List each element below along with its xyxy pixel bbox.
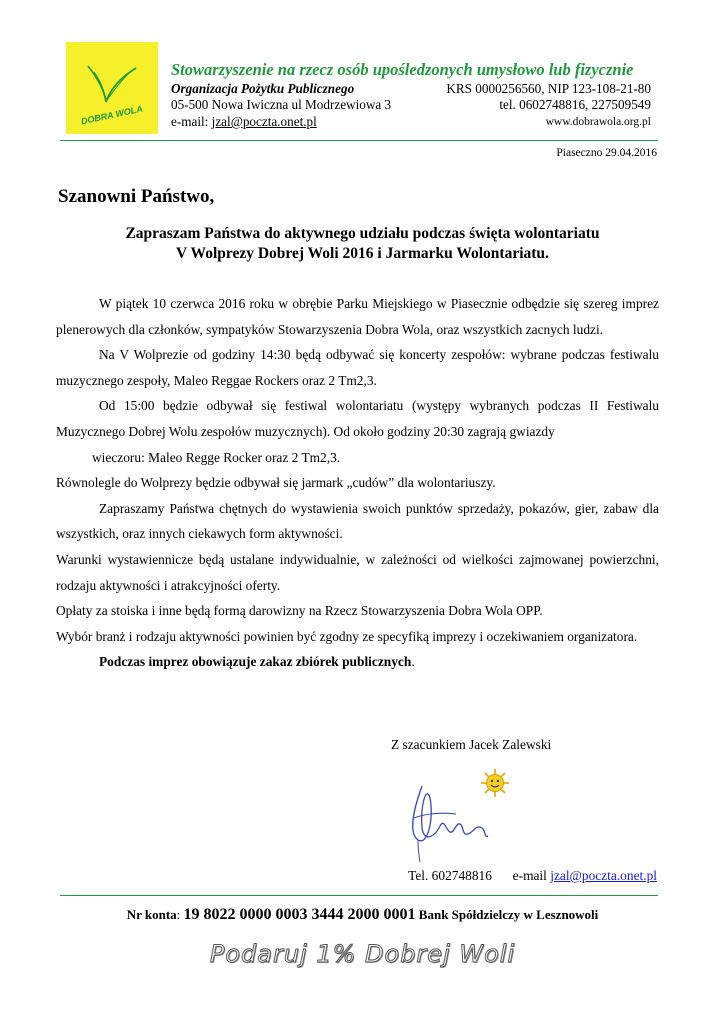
closing-email-link[interactable]: jzal@poczta.onet.pl [550,868,657,883]
email-label: e-mail: [171,114,209,129]
closing-phone: Tel. 602748816 [408,868,492,883]
paragraph-9-end: . [411,654,415,670]
organization-type: Organizacja Pożytku Publicznego [171,81,355,96]
public-collection-notice: Podczas imprez obowiązuje zakaz zbiórek publicznych [99,654,412,670]
place-date: Piaseczno 29.04.2016 [556,147,657,159]
header-divider [60,140,658,141]
phone: tel. 0602748816, 227509549 [499,97,651,112]
handwritten-signature [400,778,500,863]
donation-slogan: Podaruj 1% Dobrej Woli [209,940,516,968]
bank-account [0,906,725,924]
organization-name: Stowarzyszenie na rzecz osób upośledzonych umysłowo lub fizycznie [171,60,634,79]
svg-text:DOBRA WOLA: DOBRA WOLA [80,103,144,127]
header-line-contact [171,114,651,130]
header-line-address [171,97,651,113]
account-label: Nr konta [126,907,177,922]
headline-line-2: V Wolprezy Dobrej Woli 2016 i Jarmarku Wolontariatu. [176,245,549,262]
header-email-link[interactable]: jzal@poczta.onet.pl [211,114,317,129]
website-link[interactable]: www.dobrawola.org.pl [545,116,651,128]
logo-dove-icon [66,42,158,134]
paragraph-3a: Od 15:00 będzie odbywał się festiwal wolontariatu (występy wybranych podczas II Festiwalu Muzycznego Dobrej Wolu zespołów muzycznych). Od około godziny 20:30 zagrają gwiazdy [56,398,659,439]
account-separator: : [176,907,184,922]
paragraph-6: Warunki wystawiennicze będą ustalane indywidualnie, w zależności od wielkości zajmowanej powierzchni, rodzaju aktywności i atrakcyjności oferty. [56,551,659,593]
paragraph-5: Zapraszamy Państwa chętnych do wystawienia swoich punktów sprzedaży, pokazów, gier, zabaw dla wszystkich, oraz innych ciekawych form aktywności. [56,500,659,542]
footer-divider [60,895,658,896]
headline-line-1: Zapraszam Państwa do aktywnego udziału podczas święta wolontariatu [125,225,600,242]
paragraph-2: Na V Wolprezie od godziny 14:30 będą odbywać się koncerty zespołów: wybrane podczas festiwalu muzycznego zespoły, Maleo Reggae Rockers oraz 2 Tm2,3. [56,347,659,388]
paragraph-3b: wieczoru: Maleo Regge Rocker oraz 2 Tm2,3. [92,449,341,465]
paragraph-4: Równolegle do Wolprezy będzie odbywał się jarmark „cudów” dla wolontariuszy. [56,475,496,491]
address: 05-500 Nowa Iwiczna ul Modrzewiowa 3 [171,97,392,112]
closing-contact [408,868,657,884]
bank-name: Bank Spółdzielczy w Lesznowoli [418,907,599,922]
paragraph-7: Opłaty za stoiska i inne będą formą darowizny na Rzecz Stowarzyszenia Dobra Wola OPP. [56,603,543,619]
dobra-wola-logo [66,42,158,134]
paragraph-8: Wybór branż i rodzaju aktywności powinien być zgodny ze specyfiką imprezy i oczekiwaniem organizatora. [56,628,638,644]
krs-nip: KRS 0000256560, NIP 123-108-21-80 [446,81,651,96]
closing-regards: Z szacunkiem Jacek Zalewski [391,737,552,752]
account-number: 19 8022 0000 0003 3444 2000 0001 [183,906,416,923]
paragraph-1: W piątek 10 czerwca 2016 roku w obrębie Parku Miejskiego w Piasecznie odbędzie się szereg imprez plenerowych dla członków, sympatyków Stowarzyszenia Dobra Wola, oraz wszystkich zacnych ludzi. [56,296,659,337]
salutation: Szanowni Państwo, [58,186,215,207]
closing-email-label: e-mail [512,868,547,883]
header-line-registration [171,81,651,97]
paragraph-9 [56,649,659,675]
letter-body [56,291,659,675]
